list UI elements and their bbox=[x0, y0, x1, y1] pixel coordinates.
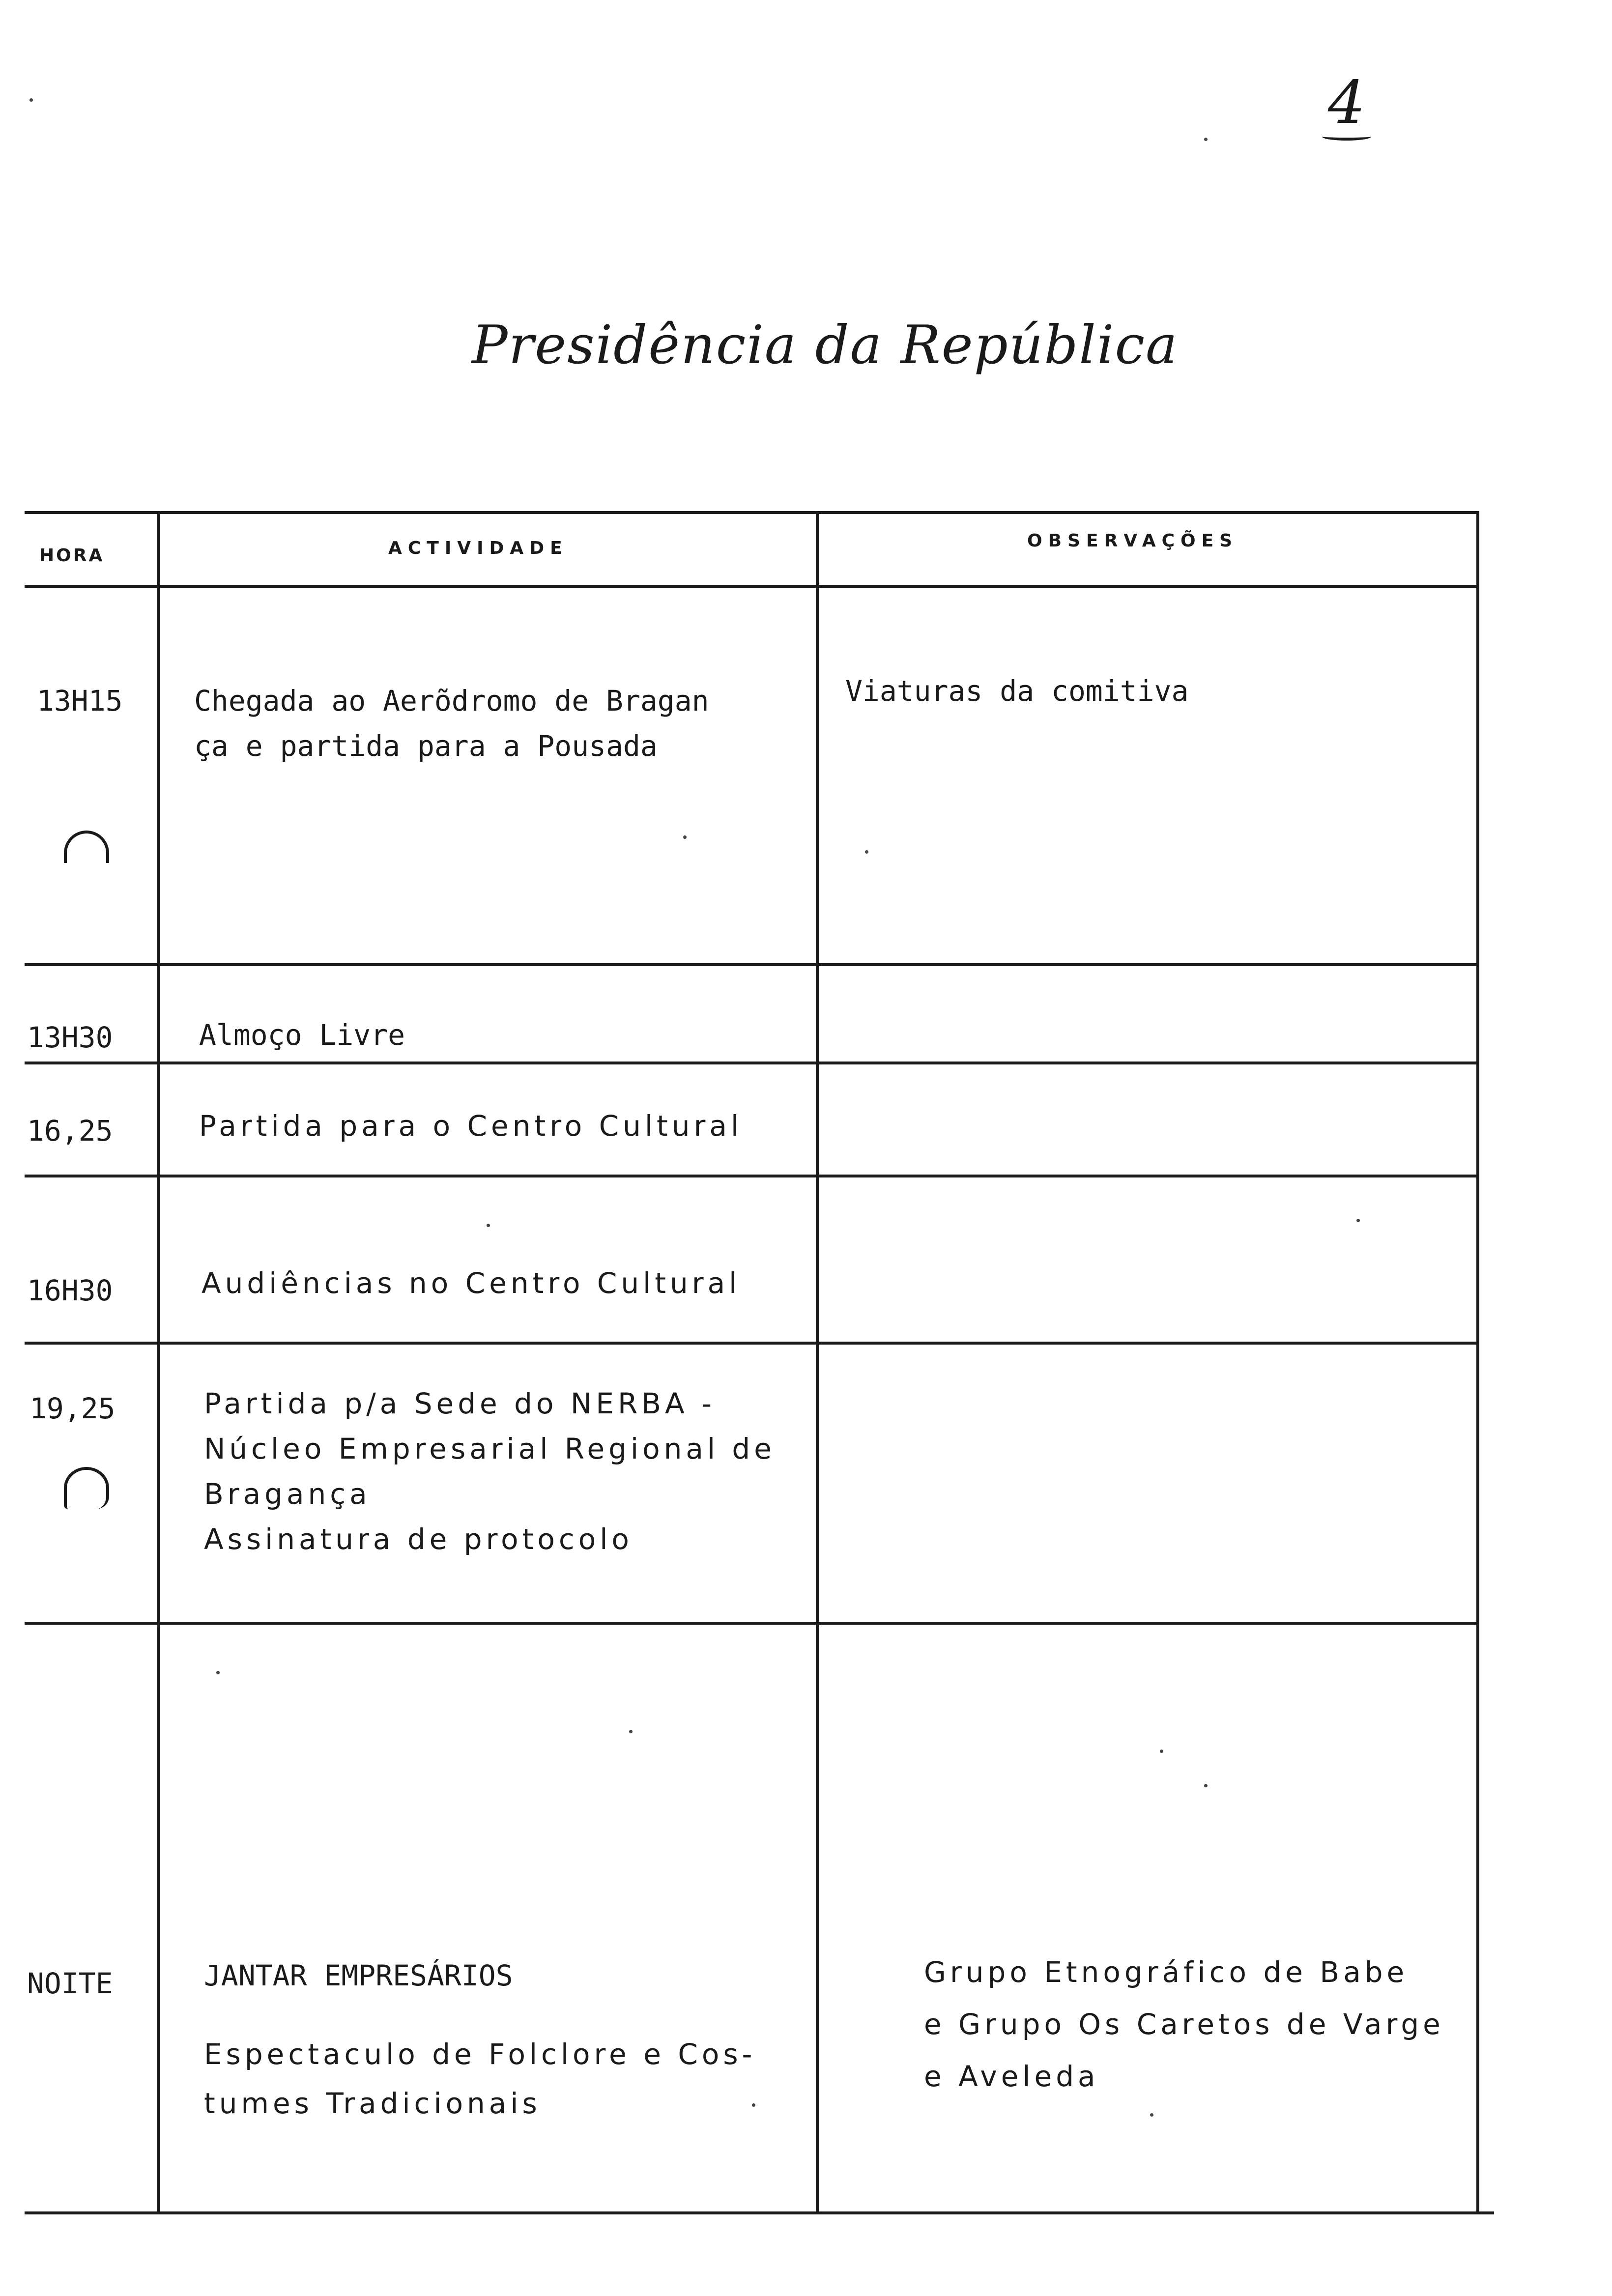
scan-speck bbox=[1204, 138, 1208, 141]
col-rule-actividade bbox=[816, 511, 819, 2211]
row-1-observacoes bbox=[845, 668, 1188, 714]
row-6-hora: NOITE bbox=[27, 1967, 113, 2000]
scan-speck bbox=[1160, 1750, 1163, 1753]
row-3-hora: 16,25 bbox=[27, 1114, 113, 1148]
row-4-actividade bbox=[202, 1261, 741, 1306]
row-5-actividade-line-4: Assinatura de protocolo bbox=[204, 1522, 633, 1556]
scan-speck bbox=[1204, 1784, 1208, 1787]
row-6-observacoes-line-2: e Grupo Os Caretos de Varge bbox=[924, 2008, 1444, 2041]
row-rule-3 bbox=[25, 1175, 1479, 1177]
table-bottom-rule bbox=[25, 2211, 1494, 2214]
check-mark-row-1 bbox=[64, 831, 109, 863]
header-bottom-rule bbox=[25, 585, 1479, 588]
row-1-actividade-line-1: Chegada ao Aerõdromo de Bragan bbox=[194, 684, 709, 718]
scan-speck bbox=[29, 98, 33, 102]
row-rule-4 bbox=[25, 1342, 1479, 1345]
row-1-observacoes-line-1: Viaturas da comitiva bbox=[845, 674, 1189, 708]
row-5-actividade-line-3: Bragança bbox=[204, 1477, 371, 1511]
header-observacoes: OBSERVAÇÕES bbox=[1027, 531, 1238, 551]
header-hora: HORA bbox=[39, 545, 105, 566]
row-4-hora: 16H30 bbox=[27, 1274, 113, 1307]
page-number-text: 4 bbox=[1327, 69, 1366, 137]
row-5-actividade bbox=[204, 1381, 776, 1562]
row-5-actividade-line-2: Núcleo Empresarial Regional de bbox=[204, 1432, 776, 1465]
row-1-actividade bbox=[194, 678, 709, 769]
row-1-hora: 13H15 bbox=[37, 684, 123, 718]
scan-speck bbox=[1356, 1219, 1360, 1222]
letterhead: Presidência da República bbox=[472, 315, 1179, 376]
scan-speck bbox=[1150, 2113, 1153, 2117]
row-6-actividade bbox=[204, 1951, 756, 2128]
row-2-hora: 13H30 bbox=[27, 1021, 113, 1054]
row-2-actividade bbox=[199, 1012, 405, 1058]
row-6-observacoes-line-1: Grupo Etnográfico de Babe bbox=[924, 1955, 1409, 1989]
col-rule-hora bbox=[157, 511, 160, 2211]
scan-speck bbox=[752, 2103, 755, 2107]
check-mark-row-5 bbox=[64, 1467, 109, 1509]
scan-speck bbox=[629, 1730, 633, 1733]
row-6-observacoes bbox=[924, 1946, 1444, 2102]
row-5-actividade-line-1: Partida p/a Sede do NERBA - bbox=[204, 1387, 716, 1420]
scan-speck bbox=[865, 850, 868, 854]
row-5-hora: 19,25 bbox=[29, 1392, 115, 1425]
row-6-actividade-line-3: tumes Tradicionais bbox=[204, 2087, 541, 2120]
header-actividade: ACTIVIDADE bbox=[388, 538, 568, 558]
row-6-actividade-line-1: JANTAR EMPRESÁRIOS bbox=[204, 1959, 513, 1992]
scan-speck bbox=[683, 835, 687, 839]
row-3-actividade-line-1: Partida para o Centro Cultural bbox=[199, 1109, 743, 1143]
row-4-actividade-line-1: Audiências no Centro Cultural bbox=[202, 1266, 741, 1300]
row-rule-2 bbox=[25, 1062, 1479, 1064]
scan-speck bbox=[216, 1671, 220, 1674]
col-rule-right bbox=[1476, 511, 1479, 2211]
table-top-rule bbox=[25, 511, 1479, 514]
row-1-actividade-line-2: ça e partida para a Pousada bbox=[194, 729, 658, 763]
row-3-actividade bbox=[199, 1103, 743, 1148]
row-rule-5 bbox=[25, 1622, 1479, 1625]
row-6-observacoes-line-3: e Aveleda bbox=[924, 2060, 1099, 2093]
row-6-actividade-line-2: Espectaculo de Folclore e Cos- bbox=[204, 2038, 756, 2071]
row-rule-1 bbox=[25, 963, 1479, 966]
row-2-actividade-line-1: Almoço Livre bbox=[199, 1018, 405, 1052]
scan-speck bbox=[487, 1224, 490, 1227]
